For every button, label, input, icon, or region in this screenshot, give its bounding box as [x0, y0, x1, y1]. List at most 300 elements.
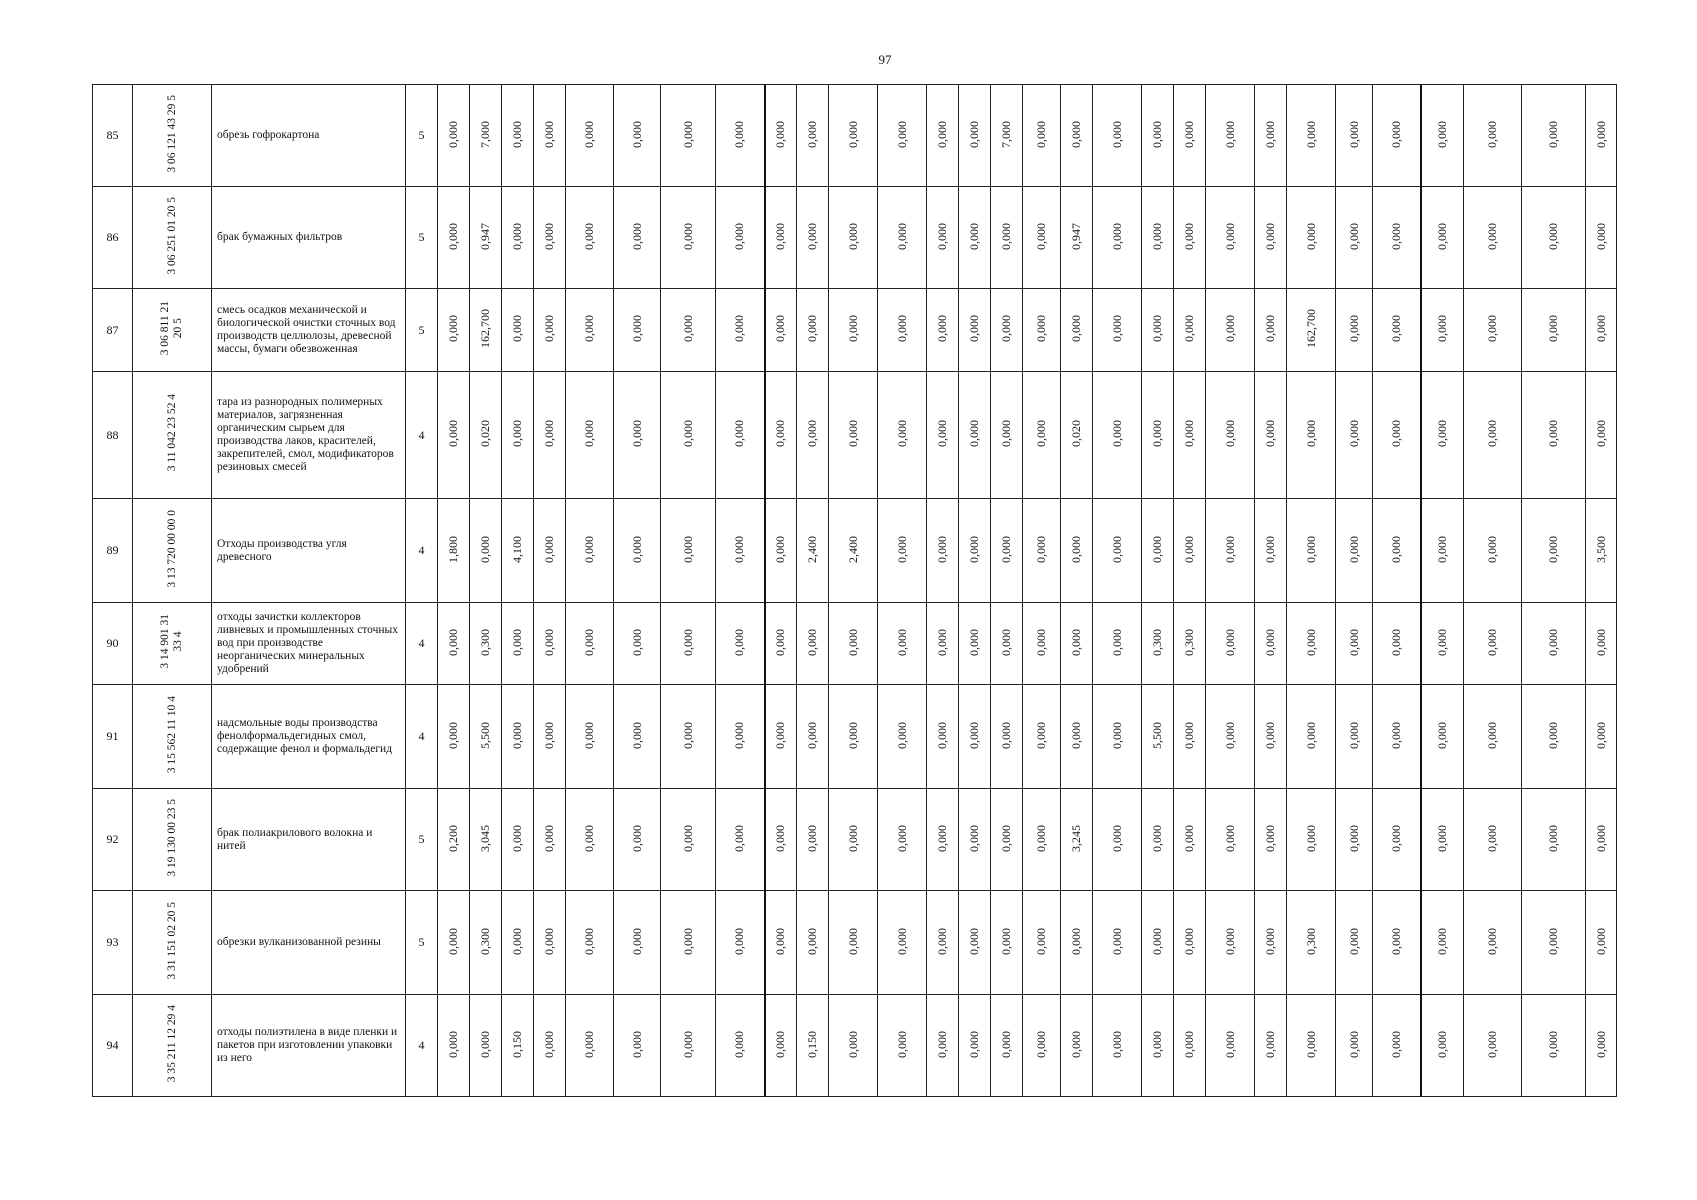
value-text: 0,000 — [1222, 315, 1237, 342]
value-cell — [1142, 289, 1174, 372]
value-cell — [991, 289, 1023, 372]
value-text: 0,000 — [1034, 927, 1048, 955]
value-text: 0,000 — [1593, 222, 1608, 250]
waste-name-cell: надсмольные воды производства фенолформальдегидных смол, содержащие фенол и формальдегид — [212, 685, 406, 789]
value-cell — [661, 372, 716, 499]
value-cell — [566, 685, 614, 789]
value-cell — [1522, 685, 1586, 789]
value-text: 0,000 — [542, 824, 556, 852]
waste-code: 3 06 811 21 20 5 — [159, 300, 184, 356]
value-text: 0,000 — [1546, 1030, 1560, 1058]
value-cell — [1255, 85, 1287, 187]
value-text: 0,000 — [1109, 120, 1124, 148]
value-cell — [959, 995, 991, 1097]
value-cell — [829, 372, 878, 499]
value-cell — [1421, 789, 1464, 891]
value-cell — [1174, 289, 1206, 372]
value-text: 0,150 — [510, 1030, 524, 1058]
value-cell — [927, 789, 959, 891]
value-cell — [927, 603, 959, 685]
value-text: 0,000 — [582, 222, 596, 250]
value-cell — [1206, 499, 1255, 603]
value-cell — [1373, 499, 1421, 603]
value-cell — [797, 789, 829, 891]
value-cell — [438, 995, 470, 1097]
value-cell — [765, 499, 797, 603]
value-cell — [829, 187, 878, 289]
value-cell — [534, 499, 566, 603]
table-row — [93, 499, 1617, 603]
value-text: 0,000 — [629, 420, 644, 447]
value-text: 0,000 — [1109, 721, 1124, 749]
value-text: 0,000 — [732, 120, 747, 148]
value-cell — [959, 372, 991, 499]
value-text: 0,000 — [999, 927, 1013, 955]
value-cell — [991, 372, 1023, 499]
value-cell — [797, 187, 829, 289]
waste-code-cell — [133, 187, 212, 289]
value-text: 0,000 — [1069, 927, 1083, 955]
value-text: 0,000 — [1182, 315, 1196, 342]
value-cell — [1093, 789, 1142, 891]
value-text: 0,000 — [446, 120, 460, 148]
value-text: 0,000 — [1346, 315, 1361, 342]
value-cell — [1336, 789, 1373, 891]
value-text: 0,000 — [967, 420, 981, 447]
value-cell — [1336, 289, 1373, 372]
value-text: 0,000 — [1263, 927, 1277, 955]
value-text: 0,000 — [1485, 420, 1499, 447]
value-text: 0,000 — [999, 420, 1013, 447]
value-cell — [1287, 85, 1336, 187]
value-text: 0,000 — [1182, 535, 1196, 563]
value-cell — [991, 499, 1023, 603]
value-cell — [1421, 289, 1464, 372]
table-row — [93, 289, 1617, 372]
value-cell — [614, 685, 661, 789]
waste-code-cell — [133, 289, 212, 372]
value-text: 0,000 — [1069, 1030, 1083, 1058]
table-row — [93, 372, 1617, 499]
value-text: 0,000 — [999, 315, 1013, 342]
value-cell — [927, 372, 959, 499]
value-cell — [991, 789, 1023, 891]
value-text: 0,000 — [1388, 824, 1403, 852]
value-cell — [1206, 995, 1255, 1097]
value-cell — [502, 789, 534, 891]
value-text: 0,000 — [680, 927, 695, 955]
value-text: 0,000 — [805, 420, 819, 447]
hazard-class-cell: 4 — [406, 603, 438, 685]
value-text: 7,000 — [478, 120, 492, 148]
value-text: 0,000 — [1303, 721, 1318, 749]
value-text: 0,000 — [967, 120, 981, 148]
value-cell — [661, 891, 716, 995]
value-cell — [1174, 603, 1206, 685]
value-cell — [1373, 289, 1421, 372]
value-text: 0,000 — [1109, 824, 1124, 852]
hazard-class-cell: 5 — [406, 187, 438, 289]
value-cell — [1522, 187, 1586, 289]
value-text: 0,000 — [446, 420, 460, 447]
value-cell — [716, 789, 765, 891]
table-row — [93, 85, 1617, 187]
value-text: 0,000 — [1388, 315, 1403, 342]
value-text: 0,000 — [1263, 1030, 1277, 1058]
value-text: 0,000 — [845, 824, 860, 852]
value-cell — [797, 891, 829, 995]
value-cell — [991, 603, 1023, 685]
waste-code-cell — [133, 499, 212, 603]
value-cell — [502, 995, 534, 1097]
value-text: 0,000 — [773, 927, 788, 955]
value-cell — [566, 187, 614, 289]
value-text: 0,000 — [1485, 721, 1499, 749]
value-text: 5,500 — [1150, 721, 1164, 749]
value-cell — [1023, 187, 1061, 289]
value-text: 2,400 — [805, 535, 819, 563]
value-cell — [1061, 499, 1093, 603]
value-cell — [991, 995, 1023, 1097]
value-cell — [1023, 289, 1061, 372]
value-cell — [566, 603, 614, 685]
value-text: 0,000 — [1593, 721, 1608, 749]
waste-code-cell — [133, 85, 212, 187]
waste-code-cell — [133, 685, 212, 789]
value-cell — [797, 685, 829, 789]
value-text: 0,000 — [1034, 315, 1048, 342]
value-text: 0,000 — [680, 535, 695, 563]
value-cell — [829, 995, 878, 1097]
value-cell — [1142, 372, 1174, 499]
value-text: 0,000 — [1182, 222, 1196, 250]
value-cell — [534, 685, 566, 789]
value-text: 0,000 — [1109, 315, 1124, 342]
value-text: 0,000 — [629, 535, 644, 563]
value-cell — [566, 85, 614, 187]
value-cell — [438, 289, 470, 372]
value-text: 0,000 — [773, 222, 788, 250]
waste-code: 3 31 151 02 20 5 — [165, 901, 178, 980]
value-text: 0,000 — [1069, 721, 1083, 749]
waste-name-cell: тара из разнородных полимерных материалов, загрязненная органическим сырьем для производства лаков, красителей, закрепителей, смол, модификаторов резиновых смесей — [212, 372, 406, 499]
value-text: 0,020 — [1069, 420, 1083, 447]
value-text: 0,000 — [773, 721, 788, 749]
value-text: 0,000 — [894, 315, 909, 342]
value-text: 0,000 — [1593, 1030, 1608, 1058]
value-text: 0,000 — [773, 120, 788, 148]
value-text: 0,000 — [446, 222, 460, 250]
value-cell — [765, 995, 797, 1097]
value-cell — [470, 891, 502, 995]
value-text: 0,000 — [1182, 824, 1196, 852]
value-cell — [1586, 685, 1617, 789]
value-text: 0,000 — [446, 1030, 460, 1058]
value-text: 0,000 — [1263, 420, 1277, 447]
value-cell — [1373, 891, 1421, 995]
value-cell — [661, 603, 716, 685]
value-cell — [1336, 685, 1373, 789]
value-cell — [1023, 995, 1061, 1097]
value-cell — [1023, 789, 1061, 891]
value-cell — [566, 995, 614, 1097]
value-text: 0,000 — [773, 1030, 788, 1058]
value-text: 0,000 — [805, 222, 819, 250]
value-text: 0,000 — [1109, 535, 1124, 563]
value-cell — [716, 372, 765, 499]
value-cell — [1142, 85, 1174, 187]
page-number: 97 — [878, 52, 892, 67]
value-text: 0,000 — [732, 315, 747, 342]
value-cell — [1023, 891, 1061, 995]
value-cell — [1255, 603, 1287, 685]
value-cell — [614, 289, 661, 372]
value-text: 0,000 — [542, 120, 556, 148]
value-text: 0,000 — [1182, 1030, 1196, 1058]
value-cell — [1093, 685, 1142, 789]
value-cell — [1522, 789, 1586, 891]
value-text: 0,000 — [1434, 535, 1449, 563]
value-text: 162,700 — [1303, 309, 1318, 348]
value-cell — [1023, 372, 1061, 499]
value-cell — [1336, 499, 1373, 603]
value-text: 0,000 — [1109, 628, 1124, 656]
value-cell — [829, 603, 878, 685]
value-text: 0,000 — [894, 824, 909, 852]
value-text: 0,947 — [1069, 222, 1083, 250]
value-text: 0,000 — [1346, 721, 1361, 749]
value-cell — [1464, 891, 1522, 995]
value-text: 0,000 — [845, 628, 860, 656]
value-text: 0,000 — [1346, 120, 1361, 148]
value-text: 0,000 — [680, 222, 695, 250]
waste-data-table — [92, 84, 1617, 1097]
value-text: 0,000 — [1182, 120, 1196, 148]
value-text: 0,000 — [629, 721, 644, 749]
value-text: 0,000 — [773, 315, 788, 342]
value-cell — [1586, 789, 1617, 891]
value-text: 0,000 — [582, 628, 596, 656]
value-text: 0,000 — [1434, 222, 1449, 250]
value-cell — [1142, 685, 1174, 789]
value-text: 0,000 — [680, 420, 695, 447]
value-cell — [438, 891, 470, 995]
value-cell — [1336, 85, 1373, 187]
waste-code: 3 11 042 23 52 4 — [165, 394, 178, 472]
value-cell — [438, 499, 470, 603]
value-text: 0,000 — [1485, 222, 1499, 250]
value-cell — [1464, 995, 1522, 1097]
value-cell — [1464, 187, 1522, 289]
value-text: 0,000 — [1388, 1030, 1403, 1058]
value-text: 0,000 — [967, 315, 981, 342]
value-cell — [1061, 789, 1093, 891]
value-cell — [1142, 891, 1174, 995]
value-text: 0,000 — [1034, 120, 1048, 148]
value-cell — [716, 995, 765, 1097]
value-text: 0,000 — [967, 222, 981, 250]
value-cell — [1023, 603, 1061, 685]
value-text: 0,000 — [446, 628, 460, 656]
value-text: 0,000 — [542, 1030, 556, 1058]
value-cell — [614, 85, 661, 187]
table-row — [93, 685, 1617, 789]
value-cell — [1174, 85, 1206, 187]
value-text: 0,000 — [1109, 1030, 1124, 1058]
value-cell — [566, 789, 614, 891]
value-cell — [566, 891, 614, 995]
row-number-cell: 88 — [93, 372, 133, 499]
value-text: 0,000 — [935, 721, 949, 749]
value-text: 0,000 — [1034, 1030, 1048, 1058]
value-text: 0,000 — [510, 315, 524, 342]
value-cell — [927, 995, 959, 1097]
value-cell — [438, 685, 470, 789]
value-cell — [1174, 995, 1206, 1097]
value-text: 0,000 — [629, 628, 644, 656]
value-cell — [614, 891, 661, 995]
value-cell — [1464, 499, 1522, 603]
value-text: 0,000 — [1150, 1030, 1164, 1058]
value-text: 4,100 — [510, 535, 524, 563]
value-cell — [661, 289, 716, 372]
value-cell — [716, 499, 765, 603]
value-text: 0,000 — [1546, 222, 1560, 250]
value-text: 0,000 — [967, 535, 981, 563]
value-cell — [797, 372, 829, 499]
value-cell — [716, 289, 765, 372]
value-text: 0,000 — [478, 1030, 492, 1058]
value-text: 0,000 — [1034, 420, 1048, 447]
value-text: 0,000 — [542, 222, 556, 250]
value-cell — [959, 603, 991, 685]
value-text: 0,000 — [1346, 628, 1361, 656]
value-cell — [1023, 685, 1061, 789]
value-text: 0,000 — [1069, 628, 1083, 656]
waste-code: 3 19 130 00 23 5 — [165, 798, 178, 877]
value-cell — [1023, 499, 1061, 603]
value-cell — [1586, 289, 1617, 372]
value-cell — [614, 789, 661, 891]
value-text: 0,000 — [1034, 721, 1048, 749]
hazard-class-cell: 4 — [406, 685, 438, 789]
value-cell — [1255, 372, 1287, 499]
value-cell — [502, 891, 534, 995]
value-cell — [1373, 85, 1421, 187]
value-text: 0,000 — [1346, 824, 1361, 852]
value-text: 0,000 — [1546, 420, 1560, 447]
value-text: 0,000 — [1069, 315, 1083, 342]
value-text: 0,000 — [1109, 420, 1124, 447]
value-text: 0,000 — [935, 927, 949, 955]
value-cell — [765, 603, 797, 685]
value-cell — [829, 499, 878, 603]
value-text: 0,000 — [805, 721, 819, 749]
value-cell — [797, 85, 829, 187]
value-text: 0,000 — [582, 120, 596, 148]
value-text: 0,000 — [680, 1030, 695, 1058]
value-text: 0,000 — [1388, 927, 1403, 955]
value-text: 0,000 — [935, 420, 949, 447]
value-cell — [661, 499, 716, 603]
value-text: 0,000 — [805, 628, 819, 656]
value-cell — [1373, 187, 1421, 289]
value-cell — [1255, 891, 1287, 995]
value-cell — [1093, 187, 1142, 289]
value-cell — [959, 499, 991, 603]
value-text: 0,000 — [582, 721, 596, 749]
value-text: 0,300 — [478, 628, 492, 656]
value-cell — [1142, 187, 1174, 289]
value-cell — [1373, 685, 1421, 789]
value-cell — [614, 499, 661, 603]
value-cell — [1142, 603, 1174, 685]
row-number-cell: 90 — [93, 603, 133, 685]
value-text: 0,000 — [1222, 120, 1237, 148]
value-cell — [959, 891, 991, 995]
hazard-class-cell: 5 — [406, 891, 438, 995]
value-text: 0,000 — [680, 628, 695, 656]
value-cell — [1206, 289, 1255, 372]
value-text: 0,000 — [845, 721, 860, 749]
value-cell — [1142, 499, 1174, 603]
value-text: 0,000 — [1434, 1030, 1449, 1058]
value-cell — [1061, 187, 1093, 289]
value-cell — [878, 995, 927, 1097]
value-cell — [1586, 891, 1617, 995]
value-text: 0,000 — [1546, 927, 1560, 955]
value-cell — [1373, 789, 1421, 891]
value-text: 0,000 — [582, 420, 596, 447]
value-text: 0,000 — [1150, 222, 1164, 250]
value-cell — [878, 789, 927, 891]
value-cell — [502, 85, 534, 187]
value-text: 0,000 — [732, 824, 747, 852]
value-cell — [470, 187, 502, 289]
value-cell — [829, 891, 878, 995]
value-cell — [1373, 995, 1421, 1097]
waste-name-cell: брак полиакрилового волокна и нитей — [212, 789, 406, 891]
value-text: 0,000 — [845, 927, 860, 955]
value-text: 0,000 — [1182, 721, 1196, 749]
value-cell — [1287, 685, 1336, 789]
table-row — [93, 187, 1617, 289]
value-text: 0,000 — [999, 222, 1013, 250]
value-cell — [1421, 187, 1464, 289]
value-text: 0,000 — [510, 628, 524, 656]
value-text: 0,000 — [1150, 927, 1164, 955]
value-cell — [1421, 603, 1464, 685]
value-text: 3,245 — [1069, 824, 1083, 852]
value-text: 0,000 — [935, 315, 949, 342]
value-text: 0,000 — [1593, 628, 1608, 656]
value-cell — [797, 289, 829, 372]
value-cell — [1255, 789, 1287, 891]
row-number-cell: 93 — [93, 891, 133, 995]
value-cell — [534, 372, 566, 499]
value-cell — [1421, 995, 1464, 1097]
value-cell — [829, 289, 878, 372]
waste-code-cell — [133, 603, 212, 685]
value-text: 0,000 — [1485, 628, 1499, 656]
value-text: 0,000 — [845, 222, 860, 250]
value-text: 0,000 — [1069, 535, 1083, 563]
value-cell — [470, 789, 502, 891]
value-text: 0,000 — [1388, 628, 1403, 656]
waste-code-cell — [133, 995, 212, 1097]
value-cell — [1522, 289, 1586, 372]
value-cell — [716, 685, 765, 789]
